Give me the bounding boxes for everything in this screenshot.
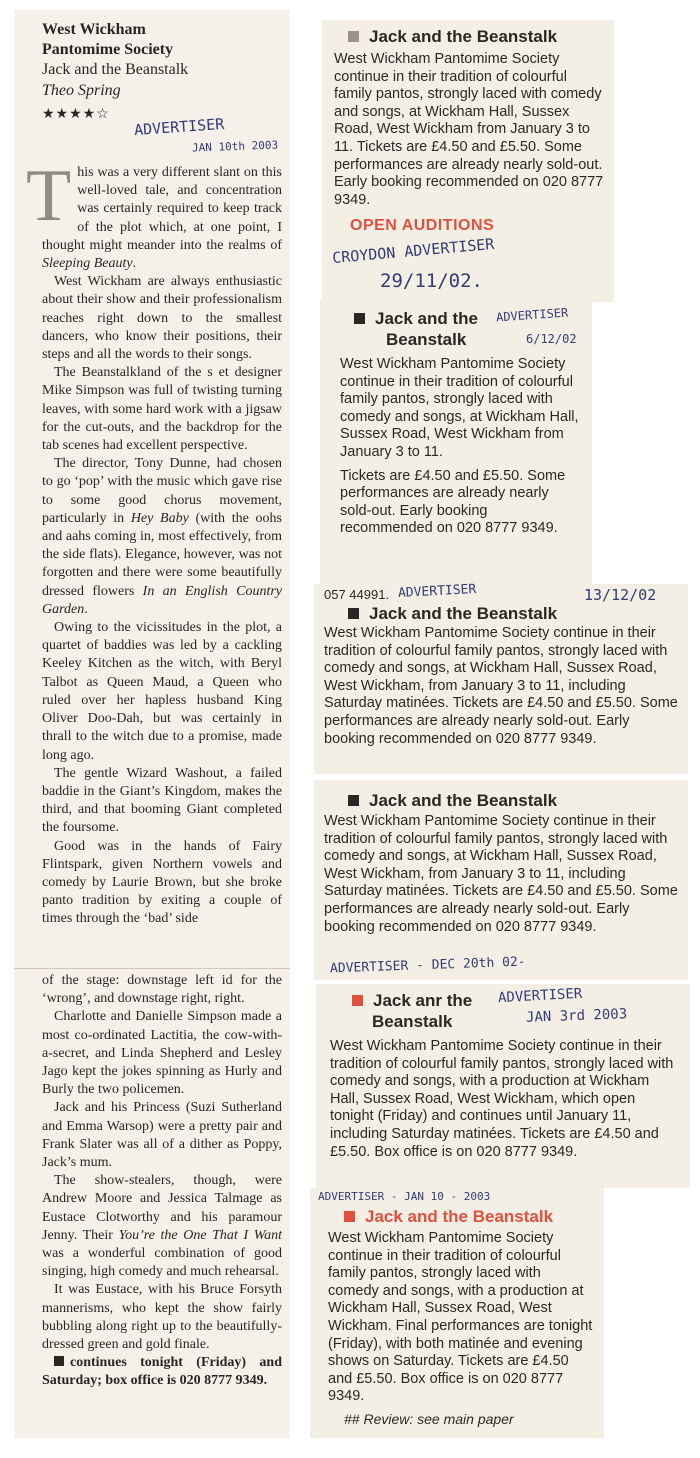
clipping-join-line — [14, 968, 290, 969]
handwritten-source: ADVERTISER — [397, 581, 477, 602]
notice-clipping-4 — [314, 780, 688, 980]
review-author: Theo Spring — [42, 82, 121, 99]
notice-prefix: 057 44991. — [324, 587, 390, 602]
notice-title-line2: Beanstalk — [372, 1012, 453, 1031]
notice-title-line2: Beanstalk — [386, 330, 467, 349]
review-body-lower — [14, 972, 290, 1391]
review-subtitle: Jack and the Beanstalk — [42, 61, 189, 78]
review-paragraph: Good was in the hands of Fairy Flintspark, given Northern vowels and comedy by Laurie Brown, but she broke panto tradition by exiting a couple of times through the ‘bad’ side — [42, 838, 282, 927]
square-bullet-icon — [348, 608, 359, 619]
square-bullet-icon — [348, 795, 359, 806]
square-bullet-icon — [54, 1356, 64, 1366]
review-title-line2: Pantomime Society — [42, 41, 174, 58]
review-paragraph: The show-stealers, though, were Andrew Moore and Jessica Talmage as Eustace Clotworthy and his paramour Jenny. Their You’re the One That I Want was a wonderful combination of good singing, high comedy and much rehearsal. — [42, 1173, 282, 1280]
notice-clipping-6 — [310, 1188, 604, 1438]
handwritten-source: ADVERTISER — [133, 114, 225, 140]
handwritten-date: 13/12/02 — [584, 586, 657, 604]
review-paragraph: Jack and his Princess (Suzi Sutherland and Emma Warsop) were a pretty pair and Frank Slater was all of a dither as Poppy, Jack’s mum. — [42, 1100, 282, 1171]
review-paragraph: of the stage: downstage left id for the ‘wrong’, and downstage right, right. — [42, 973, 282, 1007]
handwritten-source: ADVERTISER — [497, 985, 583, 1007]
notice-body: West Wickham Pantomime Society continue in their tradition of colourful family pantos, strongly laced with comedy and songs, at Wickham Hall, Sussex Road, West Wickham from January 3 to 11. — [340, 356, 579, 460]
review-rating-stars: ★★★★☆ — [42, 107, 110, 122]
notice-body: West Wickham Pantomime Society continue in their tradition of colourful family pantos, strongly laced with comedy and songs, at Wickham Hall, Sussex Road, West Wickham from January 3 to 11. Tickets are £4.50 and £5.50. Some performances are already nearly sold-out. Early booking recommended on 020 8777 9349. — [334, 51, 604, 208]
review-paragraph: Charlotte and Danielle Simpson made a most co-ordinated Lactitia, the cow-with-a-secret, and Linda Shepherd and Lesley Jago kept the jokes spinning as Hurly and Burly the two policemen. — [42, 1009, 282, 1098]
notice-title: Jack and the Beanstalk — [324, 603, 678, 624]
notice-body: West Wickham Pantomime Society continue in their tradition of colourful family pantos, strongly laced with comedy and songs, with a production at Wickham Hall, Sussex Road, West Wickham, which open tonight (Friday) and continues until January 11, including Saturday matinées. Tickets are £4.50 and £5.50. Box office is on 020 8777 9349. — [330, 1038, 674, 1160]
review-title-line1: West Wickham — [42, 21, 146, 38]
handwritten-source: CROYDON ADVERTISER — [331, 234, 496, 268]
review-paragraph: Owing to the vicissitudes in the plot, a quartet of baddies was led by a cackling Keeley Kitchen as the witch, with Beryl Talbot as Queen Maud, a Queen who ruled over her hapless husband King Oliver Doo-Dah, but was certainly in thrall to the witch due to a promise, made long ago. — [42, 620, 282, 763]
review-paragraph: The gentle Wizard Washout, a failed baddie in the Giant’s Kingdom, makes the third, and that booming Giant completed the foursome. — [42, 765, 282, 836]
notice-body: West Wickham Pantomime Society continue in their tradition of colourful family pantos, strongly laced with comedy and songs, with a production at Wickham Hall, Sussex Road, West Wickham. Final performances are tonight (Friday), with both matinée and evening shows on Saturday. Tickets are £4.50 and £5.50. Box office is on 020 8777 9349. — [328, 1230, 593, 1405]
review-upper — [14, 20, 290, 123]
handwritten-date: JAN 10th 2003 — [191, 138, 279, 155]
notice-title: Jack and the — [340, 308, 582, 329]
notice-clipping-5 — [316, 984, 690, 1188]
handwritten-date: JAN 3rd 2003 — [525, 1006, 628, 1026]
notice-title: Jack anr the — [326, 990, 680, 1011]
notice-title: Jack and the Beanstalk — [334, 26, 604, 47]
handwritten-date: 29/11/02. — [380, 270, 483, 292]
handwritten-date: 6/12/02 — [526, 332, 577, 346]
open-auditions-heading: OPEN AUDITIONS — [350, 217, 495, 235]
notice-title: Jack and the Beanstalk — [328, 1206, 594, 1227]
review-paragraph: This was a very different slant on this well-loved tale, and concentration was certainly required to keep track of the plot which, at one point, I thought might meander into the realms of Sleeping Beauty. — [26, 155, 282, 272]
notice-clipping-3 — [314, 581, 688, 774]
dropcap-letter: T — [26, 155, 72, 237]
review-paragraph: The Beanstalkland of the s et designer Mike Simpson was full of twisting turning leaves, with some hard work with a jigsaw for the cut-outs, and the backdrop for the tab scenes had excellent perspective. — [42, 365, 282, 454]
square-bullet-icon — [354, 313, 365, 324]
square-bullet-icon — [344, 1211, 355, 1222]
handwritten-source: ADVERTISER - JAN 10 - 2003 — [318, 1190, 491, 1203]
square-bullet-icon — [352, 995, 363, 1006]
review-footer: continues tonight (Friday) and Saturday; box office is 020 8777 9349. — [42, 1355, 282, 1389]
review-clipping — [14, 10, 290, 1438]
notice-body: West Wickham Pantomime Society continue in their tradition of colourful family pantos, strongly laced with comedy and songs, at Wickham Hall, Sussex Road, West Wickham, from January 3 to 11, including Saturday matinées. Tickets are £4.50 and £5.50. Some performances are already nearly sold-out. Early booking recommended on 020 8777 9349. — [324, 813, 678, 935]
notice-title: Jack and the Beanstalk — [324, 790, 678, 811]
review-body-upper — [14, 155, 290, 929]
notice-body: West Wickham Pantomime Society continue in their tradition of colourful family pantos, strongly laced with comedy and songs, at Wickham Hall, Sussex Road, West Wickham, from January 3 to 11, including Saturday matinées. Tickets are £4.50 and £5.50. Some performances are already nearly sold-out. Early booking recommended on 020 8777 9349. — [324, 625, 678, 747]
handwritten-source: ADVERTISER — [495, 305, 569, 325]
review-paragraph: The director, Tony Dunne, had chosen to go ‘pop’ with the music which gave rise to some good chorus movement, particularly in Hey Baby (with the oohs and aahs coming in, most effectively, from the side flats). Elegance, however, was not forgotten and there were some beautifully dressed flowers In an English Country Garden. — [42, 456, 282, 617]
review-note: ## Review: see main paper — [344, 1410, 514, 1427]
notice-body: Tickets are £4.50 and £5.50. Some performances are already nearly sold-out. Early booking recommended on 020 8777 9349. — [340, 467, 566, 537]
square-bullet-icon — [348, 31, 359, 42]
notice-clipping-2 — [320, 300, 592, 584]
review-paragraph: West Wickham are always enthusiastic about their show and their professionalism reaches right down to the smallest dancers, who know their positions, their steps and all the words to their songs. — [42, 274, 282, 363]
review-paragraph: It was Eustace, with his Bruce Forsyth mannerisms, who kept the show fairly bubbling along right up to the beautifully-dressed green and gold finale. — [42, 1282, 282, 1353]
notice-clipping-1 — [322, 20, 614, 302]
handwritten-source: ADVERTISER - DEC 20th 02- — [329, 954, 526, 977]
